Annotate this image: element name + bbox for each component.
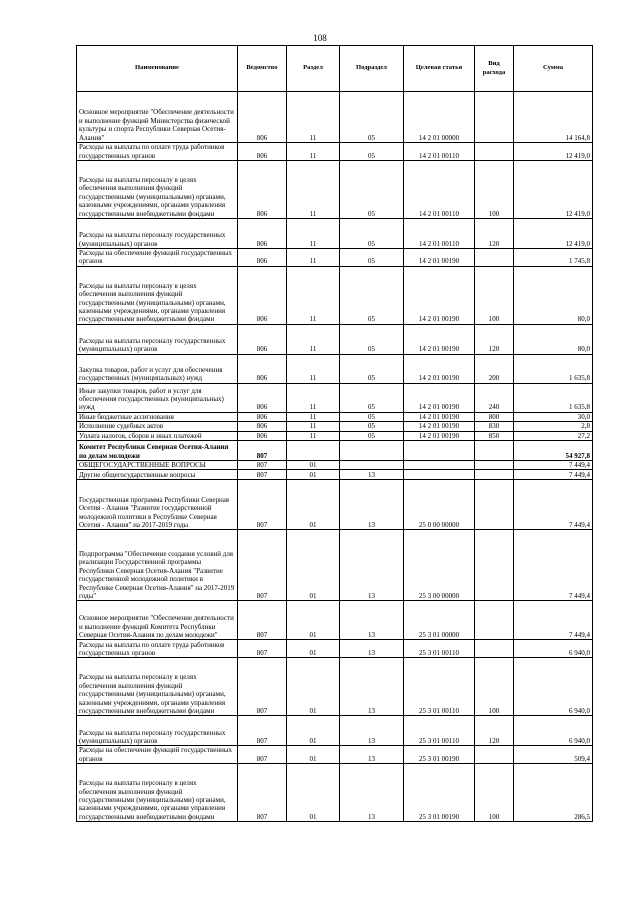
cell-subsection: 05 [340,324,404,354]
cell-subsection: 05 [340,249,404,267]
cell-expense-type [475,143,514,161]
cell-target-item: 14 2 01 00190 [404,422,475,431]
cell-target-item: 14 2 01 00110 [404,161,475,219]
table-row [77,480,593,530]
cell-name: Расходы на выплаты по оплате труда работников государственных органов [77,640,238,658]
cell-target-item: 14 2 01 00190 [404,354,475,383]
cell-name: ОБЩЕГОСУДАРСТВЕННЫЕ ВОПРОСЫ [77,461,238,470]
cell-name: Расходы на выплаты персоналу в целях обеспечения выполнения функций государственными (муниципальными) органами, казенными учреждениями, органами управления государственными внебюджетными фондами [77,658,238,716]
cell-expense-type [475,601,514,640]
cell-department: 806 [238,143,287,161]
cell-expense-type: 200 [475,354,514,383]
cell-name: Закупка товаров, работ и услуг для обеспечения государственных (муниципальных) нужд [77,354,238,383]
cell-amount: 1 635,8 [514,354,593,383]
table-row [77,143,593,161]
cell-target-item: 25 3 01 00110 [404,716,475,746]
cell-section: 11 [287,324,340,354]
cell-section: 01 [287,746,340,764]
header-name: Наименование [77,46,238,92]
cell-name: Основное мероприятие "Обеспечение деятельности и выполнение функций Комитета Республики Северная Осетия-Алания по делам молодежи" [77,601,238,640]
cell-amount: 12 419,0 [514,161,593,219]
cell-expense-type: 240 [475,383,514,412]
cell-subsection: 13 [340,530,404,601]
cell-department: 806 [238,422,287,431]
table-row [77,640,593,658]
cell-name: Расходы на выплаты персоналу государственных (муниципальных) органов [77,324,238,354]
cell-section: 01 [287,716,340,746]
table-row [77,441,593,461]
cell-expense-type: 100 [475,764,514,822]
cell-name: Другие общегосударственные вопросы [77,470,238,480]
cell-target-item: 14 2 01 00190 [404,324,475,354]
cell-department: 807 [238,764,287,822]
cell-expense-type [475,480,514,530]
cell-section: 01 [287,470,340,480]
cell-section [287,441,340,461]
cell-expense-type [475,461,514,470]
cell-name: Подпрограмма "Обеспечение создания условий для реализации Государственной программы Республики Северная Осетия-Алания "Развитие государственной молодежной политики в Республике Северная Осетия-Алания" на 2017-2019 годы" [77,530,238,601]
cell-amount: 2,8 [514,422,593,431]
cell-target-item: 14 2 01 00190 [404,431,475,440]
cell-expense-type [475,746,514,764]
table-row [77,764,593,822]
table-row [77,461,593,470]
cell-subsection: 05 [340,431,404,440]
table-row [77,324,593,354]
table-row [77,422,593,431]
cell-subsection: 13 [340,764,404,822]
cell-amount: 509,4 [514,746,593,764]
header-amount: Сумма [514,46,593,92]
cell-department: 806 [238,92,287,143]
cell-section: 01 [287,764,340,822]
cell-amount: 7 449,4 [514,461,593,470]
cell-expense-type [475,470,514,480]
cell-name: Исполнение судебных актов [77,422,238,431]
header-expense-type: Вид расхода [475,46,514,92]
cell-department: 806 [238,431,287,440]
cell-expense-type: 800 [475,412,514,421]
header-section: Раздел [287,46,340,92]
cell-section: 01 [287,658,340,716]
cell-department: 807 [238,480,287,530]
cell-amount: 7 449,4 [514,530,593,601]
cell-section: 11 [287,266,340,324]
cell-subsection: 13 [340,658,404,716]
table-row [77,746,593,764]
cell-subsection [340,461,404,470]
cell-name: Расходы на выплаты по оплате труда работников государственных органов [77,143,238,161]
cell-department: 807 [238,441,287,461]
cell-target-item: 14 2 01 00190 [404,412,475,421]
cell-target-item: 25 3 01 00000 [404,601,475,640]
cell-target-item: 14 2 01 00190 [404,383,475,412]
header-target-item: Целевая статья [404,46,475,92]
cell-name: Уплата налогов, сборов и иных платежей [77,431,238,440]
cell-subsection: 05 [340,412,404,421]
cell-subsection: 05 [340,92,404,143]
cell-section: 01 [287,530,340,601]
cell-expense-type [475,640,514,658]
cell-name: Расходы на выплаты персоналу государственных (муниципальных) органов [77,219,238,249]
cell-amount: 80,0 [514,324,593,354]
cell-amount: 1 635,8 [514,383,593,412]
table-row [77,266,593,324]
cell-section: 11 [287,92,340,143]
cell-section: 01 [287,601,340,640]
cell-amount: 27,2 [514,431,593,440]
cell-subsection: 05 [340,143,404,161]
cell-target-item: 14 2 01 00110 [404,219,475,249]
cell-department: 807 [238,746,287,764]
cell-expense-type [475,441,514,461]
header-department: Ведомство [238,46,287,92]
cell-department: 806 [238,266,287,324]
cell-target-item: 14 2 01 00000 [404,92,475,143]
cell-name: Комитет Республики Северная Осетия-Алания по делам молодежи [77,441,238,461]
cell-subsection: 05 [340,422,404,431]
cell-target-item: 14 2 01 00190 [404,266,475,324]
cell-target-item: 25 0 00 00000 [404,480,475,530]
cell-target-item: 14 2 01 00110 [404,143,475,161]
cell-section: 01 [287,480,340,530]
cell-name: Иные бюджетные ассигнования [77,412,238,421]
cell-name: Расходы на обеспечение функций государственных органов [77,249,238,267]
cell-amount: 286,5 [514,764,593,822]
cell-department: 806 [238,354,287,383]
table-row [77,412,593,421]
cell-department: 807 [238,470,287,480]
cell-amount: 80,0 [514,266,593,324]
cell-section: 11 [287,161,340,219]
cell-amount: 6 940,0 [514,640,593,658]
cell-amount: 7 449,4 [514,480,593,530]
cell-expense-type [475,92,514,143]
cell-subsection [340,441,404,461]
cell-name: Расходы на выплаты персоналу в целях обеспечения выполнения функций государственными (муниципальными) органами, казенными учреждениями, органами управления государственными внебюджетными фондами [77,266,238,324]
cell-name: Расходы на выплаты персоналу государственных (муниципальных) органов [77,716,238,746]
cell-amount: 7 449,4 [514,470,593,480]
table-row [77,354,593,383]
cell-amount: 1 745,8 [514,249,593,267]
cell-name: Расходы на выплаты персоналу в целях обеспечения выполнения функций государственными (муниципальными) органами, казенными учреждениями, органами управления государственными внебюджетными фондами [77,161,238,219]
cell-amount: 6 940,0 [514,658,593,716]
cell-section: 11 [287,354,340,383]
cell-name: Расходы на обеспечение функций государственных органов [77,746,238,764]
cell-amount: 6 940,0 [514,716,593,746]
cell-expense-type: 850 [475,431,514,440]
budget-table [76,45,593,822]
cell-expense-type [475,530,514,601]
cell-expense-type: 100 [475,658,514,716]
cell-target-item: 25 3 01 00190 [404,764,475,822]
cell-subsection: 13 [340,480,404,530]
cell-amount: 30,0 [514,412,593,421]
cell-subsection: 13 [340,640,404,658]
cell-target-item: 25 3 01 00110 [404,658,475,716]
cell-target-item: 25 3 01 00190 [404,746,475,764]
cell-amount: 14 164,8 [514,92,593,143]
cell-section: 01 [287,461,340,470]
table-row [77,470,593,480]
cell-expense-type: 100 [475,161,514,219]
cell-target-item [404,470,475,480]
table-body [77,92,593,822]
cell-department: 806 [238,249,287,267]
cell-expense-type: 120 [475,324,514,354]
cell-section: 11 [287,412,340,421]
cell-name: Государственная программа Республики Северная Осетия - Алания "Развитие государственной молодежной политики в Республике Северная Осетия - Алания" на 2017-2019 годы [77,480,238,530]
cell-expense-type: 120 [475,219,514,249]
cell-subsection: 13 [340,716,404,746]
cell-subsection: 13 [340,470,404,480]
cell-subsection: 05 [340,161,404,219]
cell-section: 11 [287,249,340,267]
cell-subsection: 05 [340,266,404,324]
cell-subsection: 05 [340,219,404,249]
cell-department: 806 [238,219,287,249]
cell-expense-type: 120 [475,716,514,746]
cell-name: Основное мероприятие "Обеспечение деятельности и выполнение функций Министерства физической культуры и спорта Республики Северная Осетия-Алания" [77,92,238,143]
cell-target-item: 25 3 01 00110 [404,640,475,658]
table-row [77,219,593,249]
cell-department: 806 [238,161,287,219]
cell-section: 11 [287,422,340,431]
cell-subsection: 13 [340,746,404,764]
cell-target-item [404,461,475,470]
cell-amount: 12 419,0 [514,219,593,249]
cell-target-item [404,441,475,461]
cell-department: 807 [238,601,287,640]
cell-section: 01 [287,640,340,658]
cell-expense-type: 100 [475,266,514,324]
cell-department: 807 [238,716,287,746]
cell-amount: 54 927,8 [514,441,593,461]
table-row [77,658,593,716]
table-row [77,716,593,746]
header-subsection: Подраздел [340,46,404,92]
cell-department: 807 [238,658,287,716]
cell-expense-type [475,249,514,267]
cell-section: 11 [287,219,340,249]
table-row [77,92,593,143]
table-row [77,601,593,640]
cell-amount: 12 419,0 [514,143,593,161]
cell-expense-type: 830 [475,422,514,431]
table-row [77,383,593,412]
cell-name: Расходы на выплаты персоналу в целях обеспечения выполнения функций государственными (муниципальными) органами, казенными учреждениями, органами управления государственными внебюджетными фондами [77,764,238,822]
cell-subsection: 05 [340,354,404,383]
cell-name: Иные закупки товаров, работ и услуг для обеспечения государственных (муниципальных) нужд [77,383,238,412]
cell-subsection: 13 [340,601,404,640]
cell-section: 11 [287,143,340,161]
table-row [77,249,593,267]
cell-subsection: 05 [340,383,404,412]
table-header-row [77,46,593,92]
cell-target-item: 14 2 01 00190 [404,249,475,267]
cell-section: 11 [287,383,340,412]
cell-department: 807 [238,640,287,658]
cell-section: 11 [287,431,340,440]
cell-department: 806 [238,383,287,412]
table-row [77,161,593,219]
table-row [77,530,593,601]
table-row [77,431,593,440]
cell-department: 806 [238,412,287,421]
page-number: 108 [313,33,327,43]
cell-target-item: 25 3 00 00000 [404,530,475,601]
cell-department: 807 [238,530,287,601]
cell-amount: 7 449,4 [514,601,593,640]
cell-department: 806 [238,324,287,354]
cell-department: 807 [238,461,287,470]
